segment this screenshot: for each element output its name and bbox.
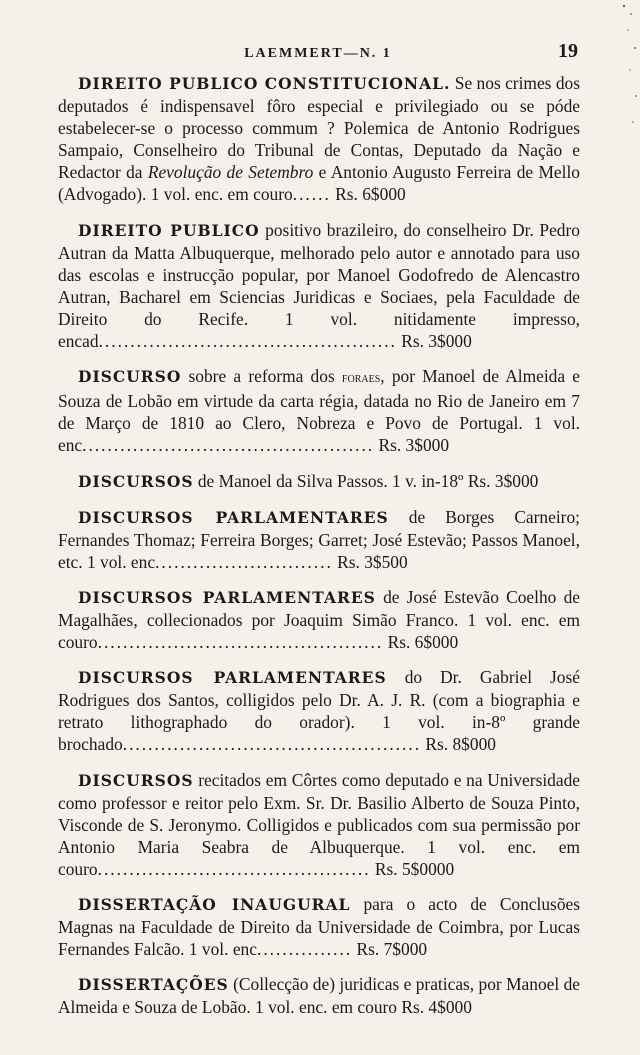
entry-price: Rs. 3$000: [467, 470, 539, 491]
leader-dots: ...............: [256, 939, 353, 960]
entry-price: Rs. 3$000: [401, 331, 472, 352]
catalog-entry: [58, 470, 580, 493]
entry-text: de Manoel da Silva Passos. 1 v. in-18º: [193, 470, 464, 491]
leader-dots: ............................: [155, 551, 333, 572]
catalog-entry: [58, 219, 580, 353]
entry-heading: DISCURSOS: [78, 770, 194, 790]
entry-text: (Collecção de) juridicas e praticas, por Manoel de Almeida e Souza de Lobão. 1 vol. enc. em couro: [58, 974, 580, 1018]
leader-dots: .............................................: [97, 632, 384, 653]
entry-heading: DISCURSOS: [78, 471, 194, 491]
entry-price: Rs. 3$000: [378, 435, 450, 456]
entry-text: de José Estevão Coelho de Magalhães, collecionados por Joaquim Simão Franco. 1 vol. enc. em couro: [58, 586, 580, 653]
entry-text: , por Manoel de Almeida e Souza de Lobão em virtude da carta régia, datada no Rio de Janeiro em 7 de Março de 1810 ao Clero, Nobreza e Povo de Portugal. 1 vol. enc: [58, 366, 580, 456]
entry-heading: DISCURSO: [78, 367, 182, 387]
entry-price: Rs. 7$000: [356, 939, 428, 960]
entry-text: e Antonio Augusto Ferreira de Mello (Advogado). 1 vol. enc. em couro: [58, 162, 580, 205]
entry-heading: DIREITO PUBLICO: [78, 220, 260, 240]
entry-heading: DISCURSOS PARLAMENTARES: [78, 668, 387, 688]
catalog-entry: [58, 365, 580, 456]
entry-price: Rs. 5$0000: [374, 858, 455, 879]
entry-text: para o acto de Conclusões Magnas na Faculdade de Direito da Universidade de Coimbra, por Lucas Fernandes Falcão. 1 vol. enc: [58, 894, 580, 960]
catalog-entry: [58, 666, 580, 755]
running-head: LAEMMERT—N. 1: [244, 46, 392, 61]
entry-heading: DISCURSOS PARLAMENTARES: [78, 507, 389, 527]
entry-text: recitados em Côrtes como deputado e na Universidade como professor e reitor pelo Exm. Sr. Dr. Basilio Alberto de Souza Pinto, Visconde de S. Jeronymo. Colligidos e publicados com sua permissão por Antonio Maria Seabra de Albuquerque. 1 vol. enc. em couro: [58, 769, 580, 879]
entry-price: Rs. 6$000: [335, 184, 406, 205]
entry-text: do Dr. Gabriel José Rodrigues dos Santos, colligidos pelo Dr. A. J. R. (com a biographia e retrato lithographado do orador). 1 vol. in-8º grande brochado: [58, 667, 580, 755]
entry-price: Rs. 3$500: [337, 551, 408, 572]
entry-price: Rs. 4$000: [401, 997, 472, 1018]
entry-text: sobre a reforma dos: [181, 366, 342, 387]
page-header: [58, 40, 578, 70]
entry-text: positivo brazileiro, do conselheiro Dr. Pedro Autran da Matta Albuquerque, melhorado pelo autor e annotado para uso das escolas e instrucção popular, por Manoel Godofredo de Alencastro Autran, Bacharel em Sciencias Juridicas e Sociaes, pela Faculdade de Direito do Recife. 1 vol. nitidamente impresso, encad: [58, 219, 580, 352]
entry-price: Rs. 6$000: [387, 632, 459, 653]
catalog-entry: [58, 72, 580, 206]
margin-specks: [600, 0, 640, 140]
leader-dots: ......: [292, 184, 331, 205]
leader-dots: ...............................................: [122, 734, 422, 755]
catalog-entry: [58, 973, 580, 1018]
page-number: 19: [558, 40, 578, 62]
catalog-entry: [58, 586, 580, 653]
leader-dots: ...............................................: [98, 331, 397, 352]
entry-italic-title: Revolução de Setembro: [147, 162, 314, 183]
entry-text: de Borges Carneiro; Fernandes Thomaz; Ferreira Borges; Garret; José Estevão; Passos Manoel, etc. 1 vol. enc: [58, 506, 580, 572]
entry-heading: DIREITO PUBLICO CONSTITUCIONAL.: [78, 74, 451, 93]
leader-dots: ...........................................: [97, 858, 371, 879]
catalog-entries: [58, 72, 580, 1031]
entry-heading: DISSERTAÇÕES: [78, 975, 229, 995]
entry-small-caps: foraes: [341, 371, 381, 387]
entry-price: Rs. 8$000: [425, 734, 496, 755]
entry-text: Se nos crimes dos deputados é indispensavel fôro especial e privilegiado ou se póde estabelecer-se o processo commum ? Polemica de Antonio Rodrigues Sampaio, Conselheiro do Tribunal de Contas, Deputado da Nação e Redactor da: [58, 73, 580, 183]
catalog-entry: [58, 893, 580, 960]
entry-heading: DISCURSOS PARLAMENTARES: [78, 587, 376, 607]
leader-dots: ..............................................: [82, 435, 375, 456]
entry-heading: DISSERTAÇÃO INAUGURAL: [78, 895, 351, 914]
catalog-entry: [58, 769, 580, 880]
catalog-entry: [58, 506, 580, 573]
